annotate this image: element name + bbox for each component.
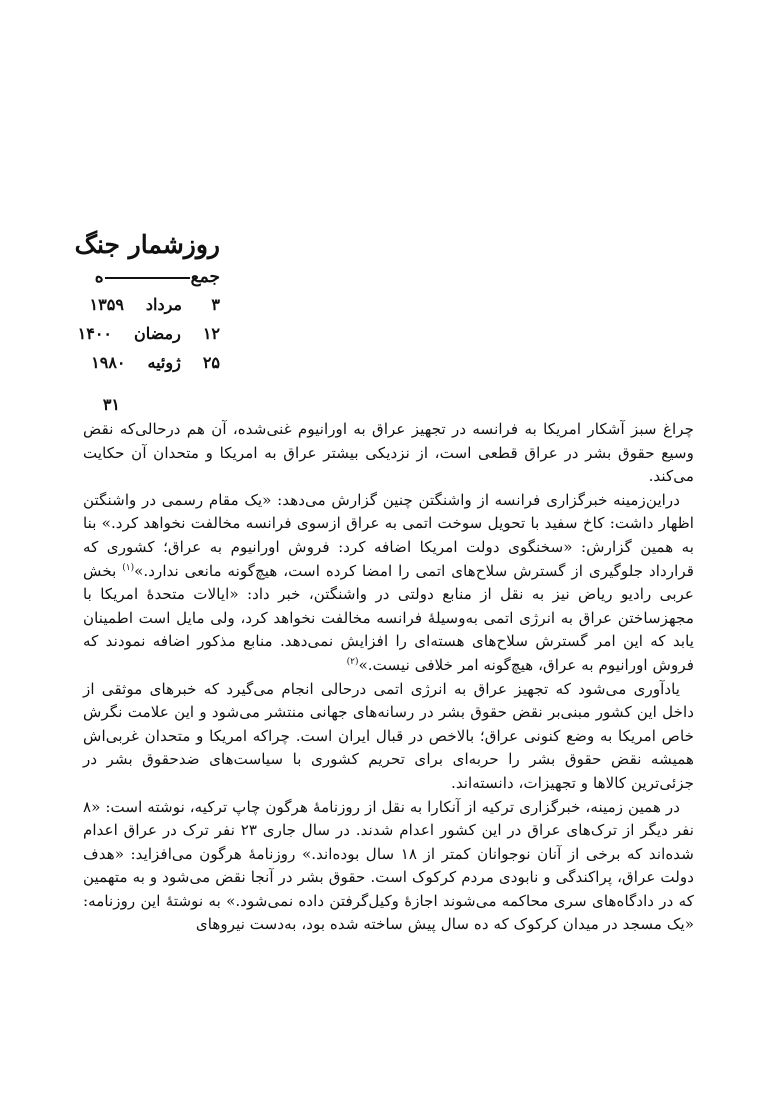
paragraph: چراغ سبز آشکار امریکا به فرانسه در تجهیز عراق به اورانیوم غنی‌شده، آن هم درحالی‌که نقض وسیع حقوق بشر در عراق قطعی است، از نزدیکی بیشتر عراق به امریکا و متحدان آن حکایت می‌کند. — [83, 420, 694, 486]
date-day: ۱۲ — [202, 324, 220, 343]
chronicle-header — [0, 228, 220, 377]
page-title: روزشمار جنگ — [74, 230, 220, 259]
date-month: رمضان — [134, 324, 181, 343]
page-number: ۳۱ — [102, 395, 120, 414]
paragraph — [83, 489, 694, 678]
body-text — [83, 418, 694, 937]
kashida-line — [105, 277, 190, 279]
date-year: ۱۹۸۰ — [91, 353, 126, 372]
paragraph: یادآوری می‌شود که تجهیز عراق به انرژی اتمی درحالی انجام می‌گیرد که خبرهای موثقی از داخل این کشور مبنی‌بر نقض حقوق بشر در رسانه‌های جهانی منتشر می‌شود و این علامت نگرش خاص امریکا به وضع کنونی عراق؛ بالاخص در قبال ایران است. چراکه امریکا و متحدان غربی‌اش همیشه نقض حقوق بشر را حربه‌ای برای تحریم کشوری با سیاست‌های ضدحقوق بشر در جزئی‌ترین کالاها و تجهیزات، دانسته‌اند. — [83, 679, 694, 792]
weekday-label — [0, 264, 220, 290]
footnote-ref: (۱) — [122, 562, 135, 573]
paragraph-part: دراین‌زمینه خبرگزاری فرانسه از واشنگتن چنین گزارش می‌دهد: «یک مقام رسمی در واشنگتن اظهار داشت: کاخ سفید با تحویل سوخت اتمی به عراق ازسوی فرانسه مخالفت نخواهد کرد.» بنا به همین گزارش: «سخنگوی دولت امریکا اضافه کرد: فروش اورانیوم به عراق؛ کشوری که قرارداد جلوگیری از گسترش سلاح‌های اتمی را امضا کرده است، هیچ‌گونه مانعی ندارد.» — [83, 490, 694, 580]
date-gregorian — [0, 348, 220, 377]
date-day: ۲۵ — [202, 353, 220, 372]
date-month: مرداد — [145, 295, 182, 314]
date-solar — [0, 290, 220, 319]
footnote-ref: (۲) — [346, 656, 359, 667]
weekday-end: ه — [94, 267, 104, 287]
weekday-start: جمع — [190, 267, 220, 287]
date-year: ۱۳۵۹ — [89, 295, 124, 314]
paragraph: در همین زمینه، خبرگزاری ترکیه از آنکارا به نقل از روزنامهٔ هرگون چاپ ترکیه، نوشته است: «۸ نفر دیگر از ترک‌های عراق در این کشور اعدام شدند. در سال جاری ۲۳ نفر ترک در عراق اعدام شده‌اند که برخی از آنان نوجوانان کمتر از ۱۸ سال بوده‌اند.» روزنامهٔ هرگون می‌افزاید: «هدف دولت عراق، پراکندگی و نابودی مردم کرکوک است. حقوق بشر در آنجا نقض می‌شود و به متهمین که در دادگاه‌های سری محاکمه می‌شوند اجازهٔ وکیل‌گرفتن داده نمی‌شود.» به نوشتهٔ این روزنامه: «یک مسجد در میدان کرکوک که ده سال پیش ساخته شده بود، به‌دست نیروهای — [83, 797, 694, 934]
date-year: ۱۴۰۰ — [77, 324, 113, 343]
date-lunar — [0, 319, 220, 348]
date-month: ژوئیه — [147, 353, 181, 372]
date-day: ۳ — [211, 295, 220, 314]
paragraph-part: بخش عربی رادیو ریاض نیز به نقل از منابع دولتی در واشنگتن، خبر داد: «ایالات متحدهٔ امریکا با مجهزساختن عراق به انرژی اتمی به‌وسیلهٔ فرانسه مخالفت نخواهد کرد، ولی مایل است اطمینان یابد که این امر گسترش سلاح‌های هسته‌ای را افزایش نمی‌دهد. منابع مذکور اضافه نمودند که فروش اورانیوم به عراق، هیچ‌گونه امر خلافی نیست.» — [83, 561, 694, 674]
